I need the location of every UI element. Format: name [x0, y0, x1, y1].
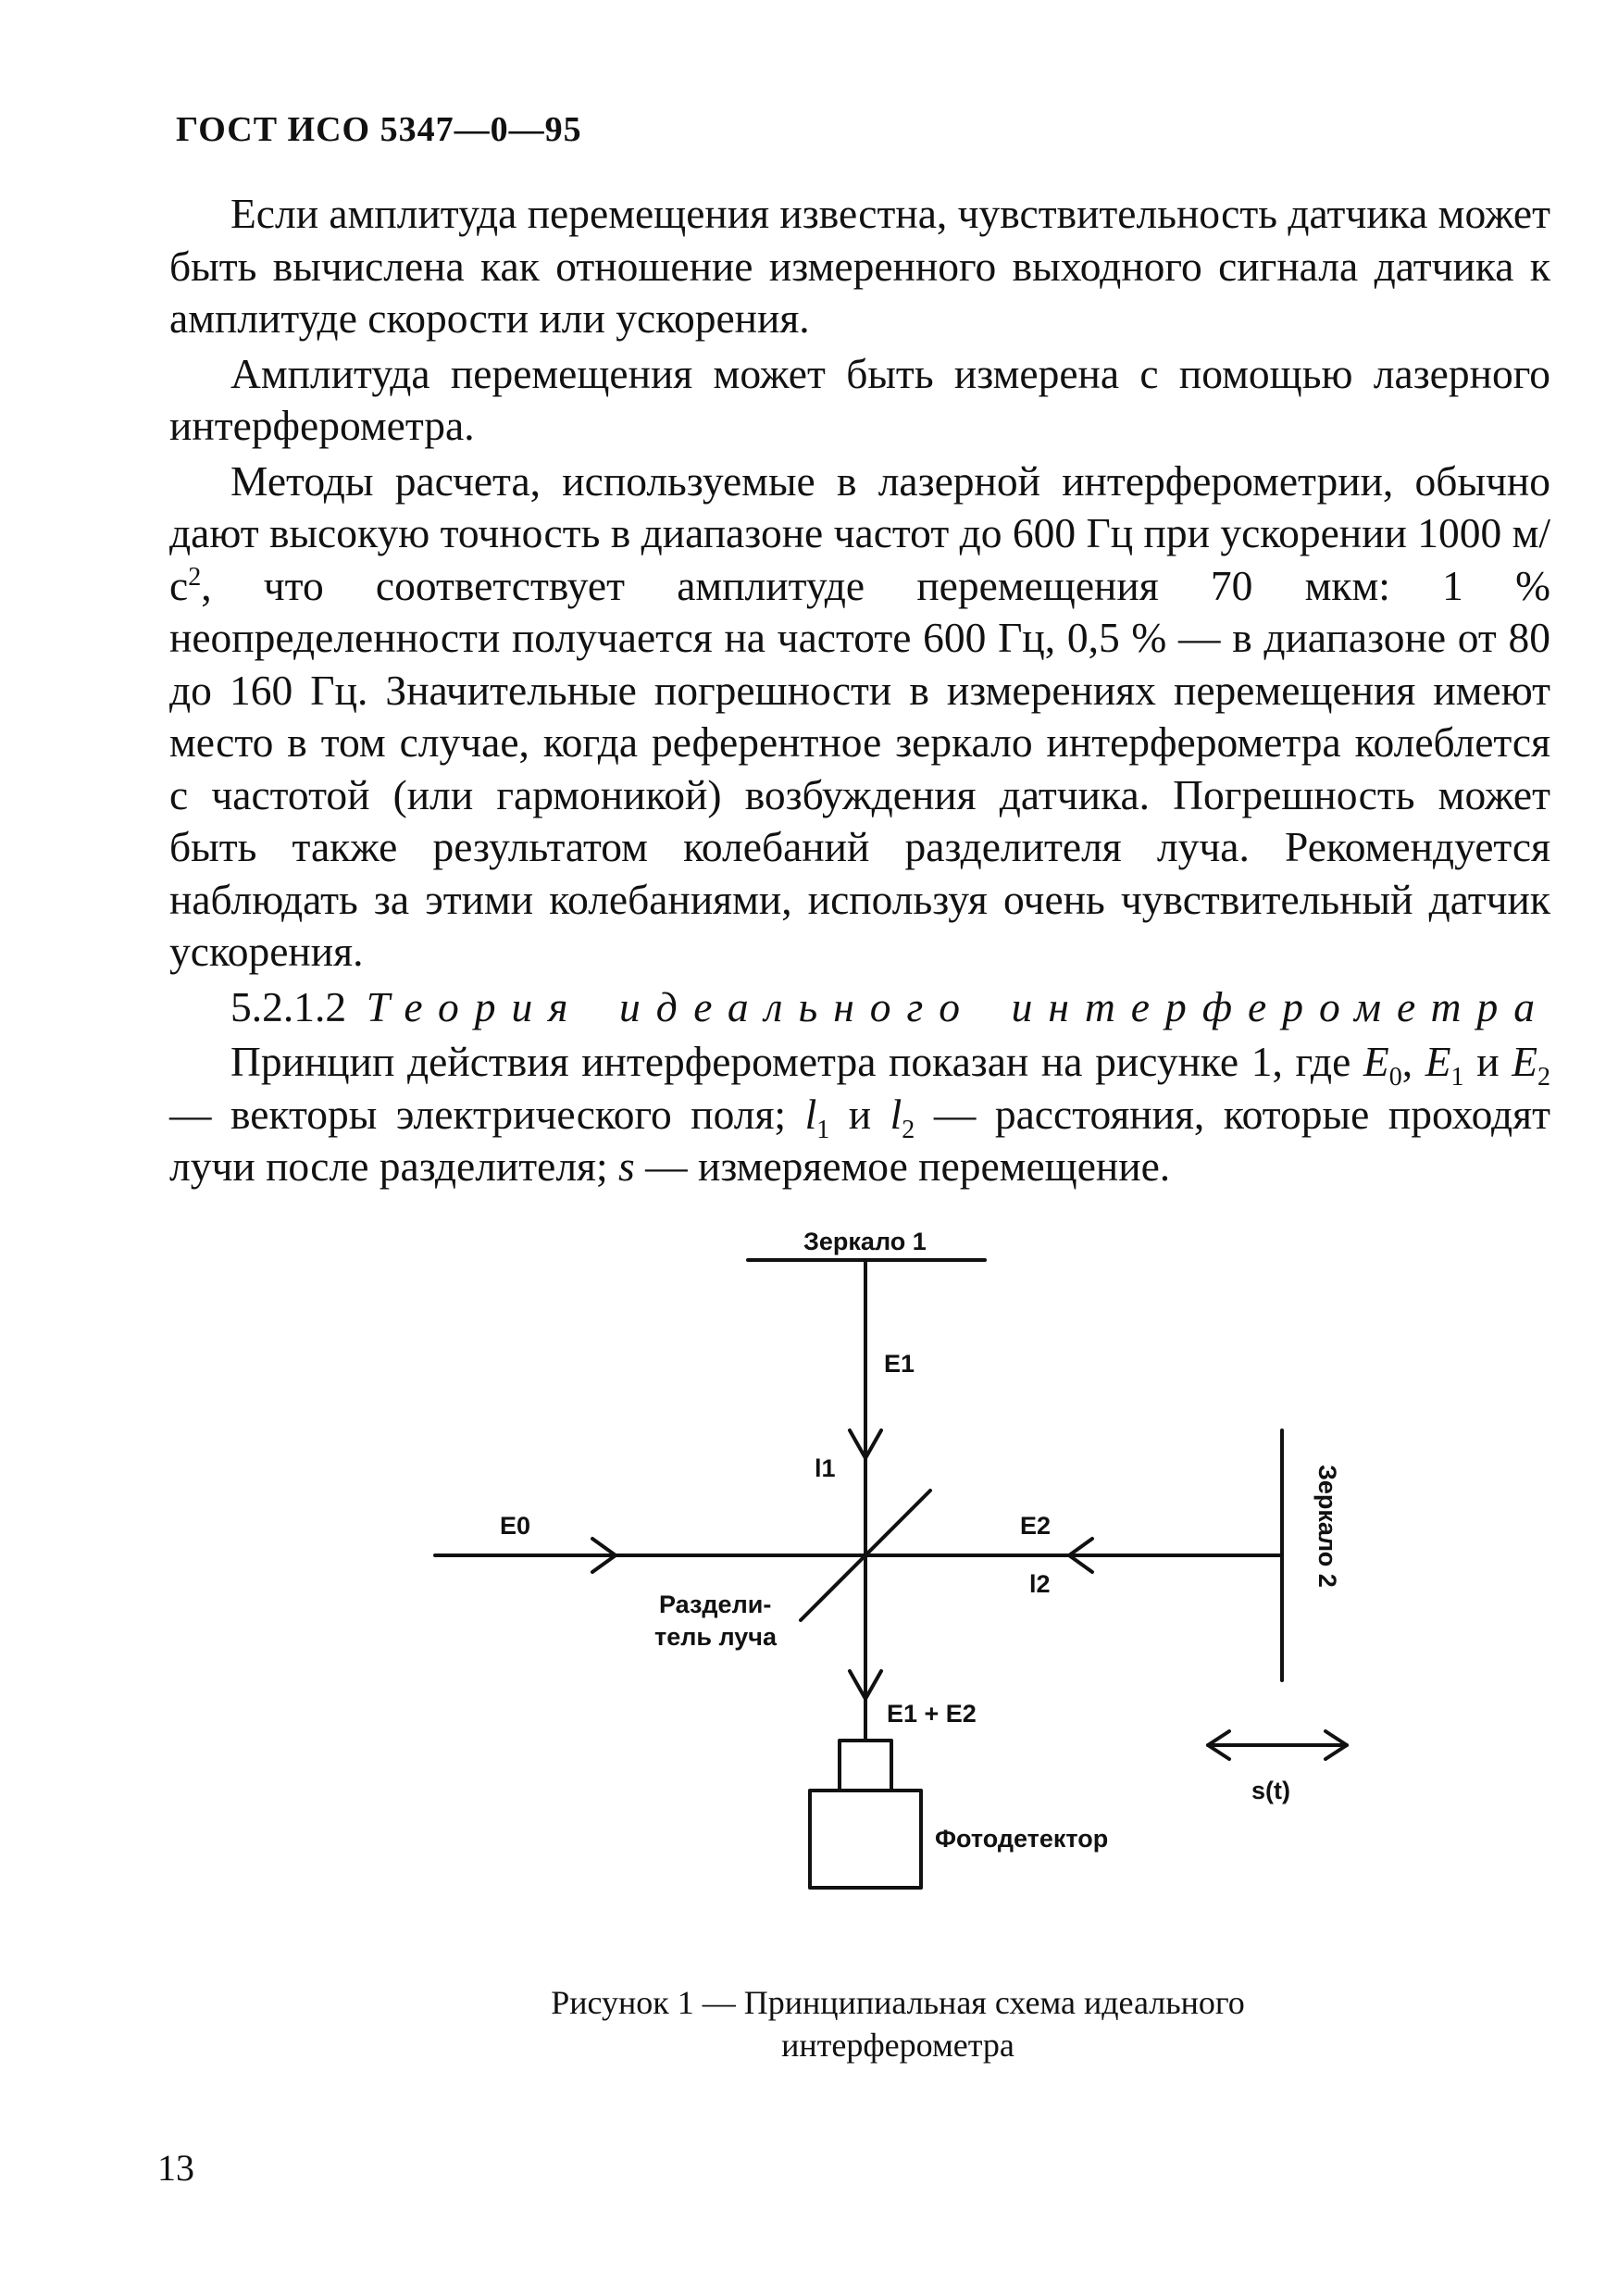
splitter-label-2: тель луча — [654, 1623, 777, 1651]
photodetector-window — [840, 1741, 891, 1791]
e2-label: E2 — [1020, 1512, 1052, 1540]
photodetector-body — [810, 1791, 921, 1888]
figure-caption — [389, 1981, 1407, 2066]
output-label: E1 + E2 — [887, 1700, 977, 1728]
document-header: ГОСТ ИСО 5347—0—95 — [176, 110, 582, 149]
photodetector-label: Фотодетектор — [935, 1825, 1109, 1853]
superscript-2: 2 — [188, 562, 202, 592]
caption-line-1: Рисунок 1 — Принципиальная схема идеального — [551, 1984, 1245, 2021]
displacement-label: s(t) — [1251, 1777, 1290, 1804]
caption-line-2: интерферометра — [781, 2027, 1014, 2064]
mirror2-label: Зеркало 2 — [1313, 1465, 1341, 1588]
methods-text-a: Методы расчета, используемые в лазерной интерферометрии, обычно дают высокую точность в диапазоне частот до 600 Гц при ускорении 1000 м/с — [169, 456, 1551, 609]
l2-label: l2 — [1029, 1570, 1051, 1598]
e1-label: E1 — [884, 1350, 915, 1378]
methods-text-b: , что соответствует амплитуде перемещения 70 мкм: 1 % неопределенности получается на частоте 600 Гц, 0,5 % — в диапазоне от 80 до 160 Гц. Значительные погрешности в измерениях перемещения имеют место в том случае, когда референтное зеркало интерферометра колеблется с частотой (или гармоникой) возбуждения датчика. Погрешность может быть также результатом колебаний разделителя луча. Рекомендуется наблюдать за этими колебаниями, используя очень чувствительный датчик ускорения. — [169, 561, 1550, 975]
paragraph-sensitivity: Если амплитуда перемещения известна, чувствительность датчика может быть вычислена как отношение измеренного выходного сигнала датчика к амплитуде скорости или ускорения. — [169, 190, 1550, 342]
paragraph-laser: Амплитуда перемещения может быть измерена с помощью лазерного интерферометра. — [169, 349, 1550, 449]
mirror1-label: Зеркало 1 — [803, 1228, 927, 1255]
e0-label: E0 — [500, 1512, 531, 1540]
l1-label: l1 — [815, 1454, 836, 1482]
paragraph-principle: Принцип действия интерферометра показан на рисунке 1, где $E_0$, $E_1$ и $E_2$ — векторы электрического поля; $l_1$ и $l_2$ — расстояния, которые проходят лучи после разделителя; s — измеряемое перемещение. — [169, 1038, 1550, 1190]
page-number: 13 — [157, 2147, 194, 2189]
section-number: 5.2.1.2 — [230, 982, 347, 1030]
section-title: Теория идеального интерферометра — [366, 982, 1551, 1030]
splitter-label-1: Раздели- — [659, 1591, 772, 1618]
